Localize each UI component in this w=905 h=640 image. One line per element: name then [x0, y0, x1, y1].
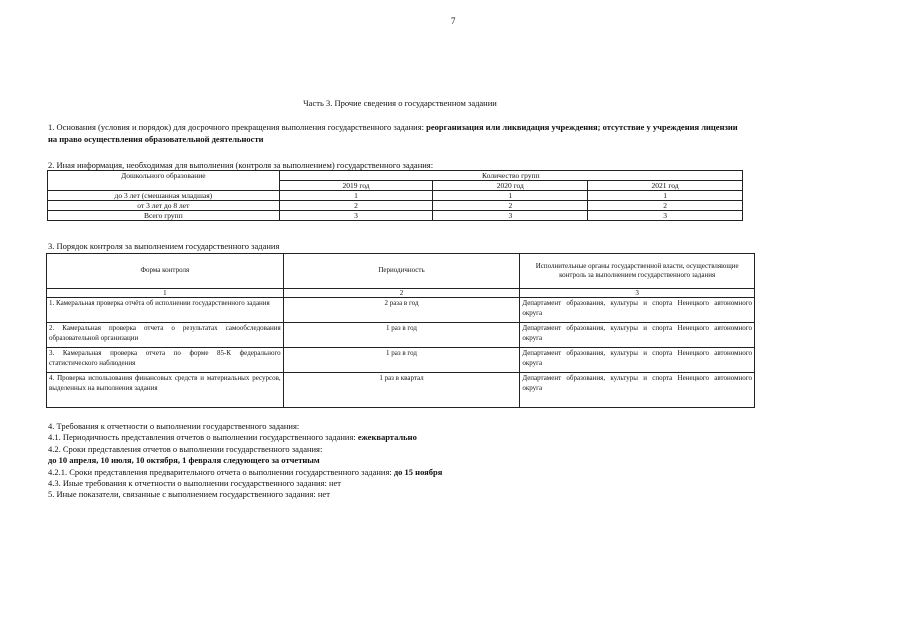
section4-line	[48, 432, 748, 443]
groups-row-value: 1	[588, 191, 743, 201]
control-organ: Департамент образования, культуры и спорта Ненецкого автономного округа	[520, 323, 755, 348]
groups-row-value: 3	[588, 211, 743, 221]
groups-table-year: 2019 год	[279, 181, 433, 191]
control-header-organ: Исполнительные органы государственной власти, осуществляющие контроль за выполнением государственного задания	[520, 254, 755, 289]
control-form: 2. Камеральная проверка отчета о результатах самообследования образовательной организации	[47, 323, 284, 348]
table-row	[48, 191, 743, 201]
section4-text: 4.1. Периодичность представления отчетов о выполнении государственного задания:	[48, 432, 358, 443]
groups-table-year: 2021 год	[588, 181, 743, 191]
table-row	[47, 373, 755, 408]
groups-row-label: Всего групп	[48, 211, 280, 221]
groups-table-header-count: Количество групп	[279, 171, 742, 181]
groups-row-label: до 3 лет (смешанная младшая)	[48, 191, 280, 201]
section1-bold-text: реорганизация или ликвидация учреждения; отсутствие у учреждения лицензии на право осуществления образовательной деятельности	[48, 122, 738, 144]
groups-row-value: 3	[433, 211, 588, 221]
control-header-form: Форма контроля	[47, 254, 284, 289]
groups-row-label: от 3 лет до 8 лет	[48, 201, 280, 211]
groups-row-value: 2	[279, 201, 433, 211]
groups-row-value: 1	[433, 191, 588, 201]
section1-text: 1. Основания (условия и порядок) для досрочного прекращения выполнения государственного задания:	[48, 122, 427, 132]
section1-paragraph	[48, 121, 748, 145]
section4-line: 4. Требования к отчетности о выполнении государственного задания:	[48, 421, 300, 431]
control-column-number: 1	[47, 289, 284, 298]
table-row	[48, 211, 743, 221]
groups-row-value: 2	[433, 201, 588, 211]
control-form: 3. Камеральная проверка отчета по форме 85-К федерального статистического наблюдения	[47, 348, 284, 373]
table-row	[47, 298, 755, 323]
control-organ: Департамент образования, культуры и спорта Ненецкого автономного округа	[520, 298, 755, 323]
groups-table-year: 2020 год	[433, 181, 588, 191]
control-organ: Департамент образования, культуры и спорта Ненецкого автономного округа	[520, 373, 755, 408]
control-table	[46, 253, 755, 408]
control-period: 1 раз в квартал	[283, 373, 520, 408]
control-form: 4. Проверка использования финансовых средств и материальных ресурсов, выделенных на выполнения задания	[47, 373, 284, 408]
section2-title: 2. Иная информация, необходимая для выполнения (контроля за выполнением) государственного задания:	[48, 160, 434, 170]
section4-deadlines: до 10 апреля, 10 июля, 10 октября, 1 февраля следующего за отчетным	[48, 455, 320, 466]
control-period: 1 раз в год	[283, 348, 520, 373]
section4-line	[48, 467, 748, 478]
section4-block	[48, 421, 748, 501]
section3-title: 3. Порядок контроля за выполнением государственного задания	[48, 241, 280, 251]
control-period: 2 раза в год	[283, 298, 520, 323]
control-column-number: 2	[283, 289, 520, 298]
section4-line: 4.3. Иные требования к отчетности о выполнении государственного задания: нет	[48, 478, 341, 489]
section4-text: 4.2.1. Сроки представления предварительного отчета о выполнении государственного задания:	[48, 466, 394, 477]
groups-table-header-education: Дошкольного образование	[48, 171, 280, 191]
groups-row-value: 2	[588, 201, 743, 211]
control-form: 1. Камеральная проверка отчёта об исполнении государственного задания	[47, 298, 284, 323]
table-row	[47, 323, 755, 348]
control-organ: Департамент образования, культуры и спорта Ненецкого автономного округа	[520, 348, 755, 373]
groups-row-value: 1	[279, 191, 433, 201]
control-header-period: Периодичность	[283, 254, 520, 289]
section5-line: 5. Иные показатели, связанные с выполнением государственного задания: нет	[48, 489, 330, 500]
table-row	[48, 201, 743, 211]
section4-bold-text: до 15 ноября	[393, 466, 443, 477]
control-column-number: 3	[520, 289, 755, 298]
groups-table	[47, 170, 743, 221]
section4-line: 4.2. Сроки представления отчетов о выполнении государственного задания:	[48, 443, 323, 454]
groups-row-value: 3	[279, 211, 433, 221]
section4-bold-text: ежеквартально	[357, 432, 417, 443]
part-title: Часть 3. Прочие сведения о государственном задании	[303, 98, 497, 108]
table-row	[47, 348, 755, 373]
control-period: 1 раз в год	[283, 323, 520, 348]
page-number: 7	[451, 16, 456, 26]
